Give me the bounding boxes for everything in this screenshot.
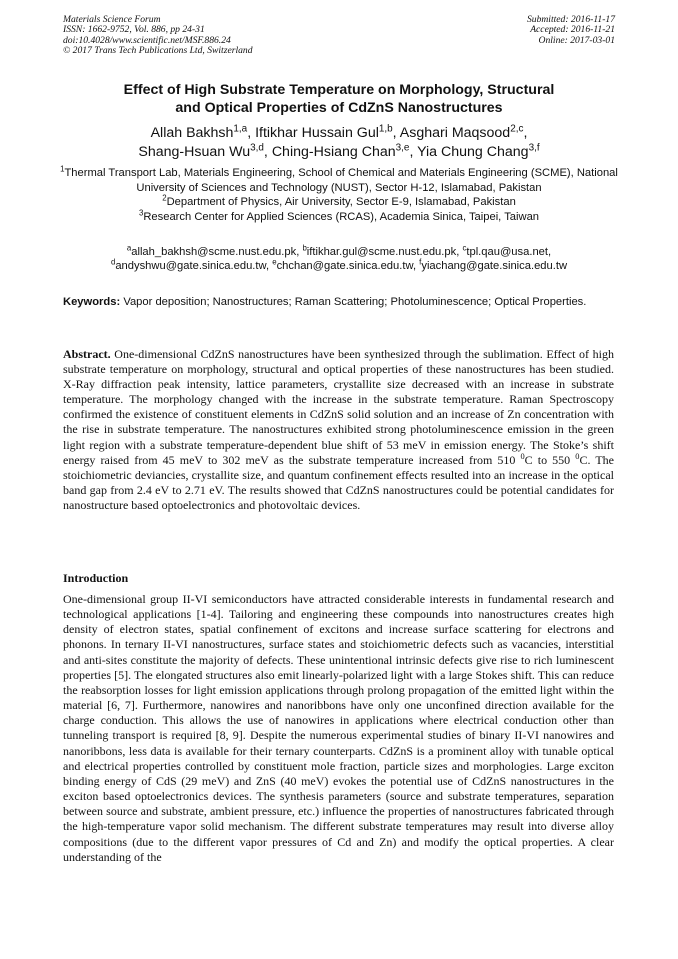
affiliation: $^2$Department of Physics, Air University, Sector E-9, Islamabad, Pakistan [162, 193, 516, 209]
submission-dates [527, 15, 615, 46]
online-date: Online: 2017-03-01 [538, 34, 615, 46]
author-name: Ching-Hsiang Chan [271, 144, 396, 160]
author-sup: 3,f [528, 142, 540, 154]
author-name: Iftikhar Hussain Gul [255, 125, 379, 141]
keywords-text: Vapor deposition; Nanostructures; Raman Scattering; Photoluminescence; Optical Properties. [123, 296, 587, 308]
author-list: Allah Bakhsh$^{1,a}$, Iftikhar Hussain Gul$^{1,b}$, Asghari Maqsood$^{2,c}$, Shang-Hsuan Wu$^{3,d}$, Ching-Hsiang Chan$^{3,e}$, Yia Chung Chang$^{3,f}$ [138, 123, 540, 160]
email-link[interactable]: yiachang@gate.sinica.edu.tw [421, 260, 568, 272]
journal-name: Materials Science Forum [63, 14, 161, 25]
abstract: Abstract. One-dimensional CdZnS nanostructures have been synthesized through the sublimation. Effect of high substrate temperature on morphology, structural and optical properties of these nanostructures has been studied. X-Ray diffraction peak intensity, lattice parameters, crystallite size decreased with an increase in substrate temperature. The morphology changed with the increase in the substrate temperature. Raman Spectroscopy confirmed the existence of constituent elements in CdZnS solid solution and an increase of Zn concentration with the rise in substrate temperature. The nanostructures exhibited strong photoluminescence emission in the green light region with a substrate temperature-dependent blue shift of 53 meV in emission energy. The Stoke’s shift energy raised from 45 meV to 302 meV as the substrate temperature increased from 510 $^0$C to 550 $^0$C. The stoichiometric deviancies, crystallite size, and quantum confinement effects resulted into an increase in the optical band gap from 2.4 eV to 2.71 eV. The results showed that CdZnS nanostructures could be potential candidates for nanostructure based optoelectronics and photovoltaic devices. [63, 347, 615, 512]
author-name: Yia Chung Chang [417, 144, 529, 160]
journal-copyright: © 2017 Trans Tech Publications Ltd, Switzerland [63, 45, 253, 57]
author-sup: 1,b [378, 123, 393, 135]
author-sup: 2,c [510, 123, 524, 135]
abstract-text: One-dimensional CdZnS nanostructures have been synthesized through the sublimation. Effect of high substrate temperature on morphology, structural and optical properties of these nanostructures has been studied. X-Ray diffraction peak intensity, lattice parameters, crystallite size decreased with an increase in substrate temperature. The morphology changed with the increase in the substrate temperature. Raman Spectroscopy confirmed the existence of constituent elements in CdZnS solid solution and an increase of Zn concentration with the rise in substrate temperature. The nanostructures exhibited strong photoluminescence emission in the green light region with a substrate temperature-dependent blue shift of 53 meV in emission energy. The Stoke’s shift energy raised from 45 meV to 302 meV as the substrate temperature increased from 510 [63, 347, 615, 467]
author-name: Asghari Maqsood [399, 125, 511, 141]
journal-issn: ISSN: 1662-9752, Vol. 886, pp 24-31 [63, 24, 205, 36]
affiliations [40, 166, 638, 224]
keywords-label: Keywords: [63, 296, 121, 308]
email-link[interactable]: tpl.qau@usa.net [466, 246, 549, 258]
email-link[interactable]: allah_bakhsh@scme.nust.edu.pk [131, 246, 297, 258]
journal-info [63, 15, 253, 57]
author-emails: $^a$allah_bakhsh@scme.nust.edu.pk, $^b$iftikhar.gul@scme.nust.edu.pk, $^c$tpl.qau@usa.net, $^d$andyshwu@gate.sinica.edu.tw, $^e$chchan@gate.sinica.edu.tw, $^f$yiachang@gate.sinica.edu.tw [110, 243, 568, 272]
email-link[interactable]: andyshwu@gate.sinica.edu.tw [115, 260, 266, 272]
paper-title [50, 81, 628, 117]
keywords [63, 295, 614, 310]
author-name: Allah Bakhsh [150, 125, 234, 141]
title-line: Effect of High Substrate Temperature on Morphology, Structural [123, 82, 555, 98]
email-link[interactable]: iftikhar.gul@scme.nust.edu.pk [306, 246, 457, 258]
affiliation: $^1$Thermal Transport Lab, Materials Engineering, School of Chemical and Materials Engineering (SCME), National University of Sciences and Technology (NUST), Sector H-12, Islamabad, Pakistan [60, 164, 618, 194]
email-link[interactable]: chchan@gate.sinica.edu.tw [276, 260, 413, 272]
author-sup: 3,e [395, 142, 410, 154]
affiliation: $^3$Research Center for Applied Sciences (RCAS), Academia Sinica, Taipei, Taiwan [138, 208, 540, 223]
author-name: Shang-Hsuan Wu [138, 144, 251, 160]
title-line: and Optical Properties of CdZnS Nanostructures [175, 100, 503, 116]
submitted-date: Submitted: 2016-11-17 [526, 14, 615, 25]
author-sup: 3,d [250, 142, 264, 154]
section-heading: Introduction [63, 571, 129, 585]
accepted-date: Accepted: 2016-11-21 [530, 24, 615, 36]
introduction-text: One-dimensional group II-VI semiconductors have attracted considerable interests in fundamental research and technological applications [1-4]. Tailoring and engineering these compounds into nanostructures creates high density of electron states, spatial confinement of excitons and increase surface scattering for electrons and phonons. In ternary II-VI nanostructures, surface states and stoichiometric defects such as vacancies, interstitial and anti-sites constitute the majority of defects. These unintentional intrinsic defects give rise to rich luminescent properties [5]. The elongated structures also emit linearly-polarized light with a large Stokes shift. This can reduce the reabsorption losses for light emission applications through prolong propagation of the emitted light within the material [6, 7]. Furthermore, nanowires and nanoribbons have only one unconfined direction available for the charge conduction. This allows the use of nanowires in applications where electrical conduction other than tunneling transport is required [8, 9]. Despite the numerous experimental studies of binary II-VI nanowires and nanoribbons, less data is available for their ternary counterparts. CdZnS is a prominent alloy with tunable optical and electrical properties controlled by constituent mole fraction, particle sizes and morphologies. Large exciton binding energy of CdS (29 meV) and ZnS (40 meV) evokes the potential use of CdZnS nanostructures in the exciton based optoelectronics devices. The synthesis parameters (source and substrate temperatures, separation between source and substrate, ambient pressure, etc.) influence the properties of nanostructures fabricated through the high-temperature vapor solid mechanism. The different substrate temperatures may result into diverse alloy compositions (due to the different vapor pressures of Cd and Zn) and modify the optical properties. A clear understanding of the [63, 592, 614, 864]
author-sup: 1,a [233, 123, 248, 135]
journal-doi: doi:10.4028/www.scientific.net/MSF.886.24 [63, 34, 231, 46]
abstract-label: Abstract. [63, 347, 111, 361]
